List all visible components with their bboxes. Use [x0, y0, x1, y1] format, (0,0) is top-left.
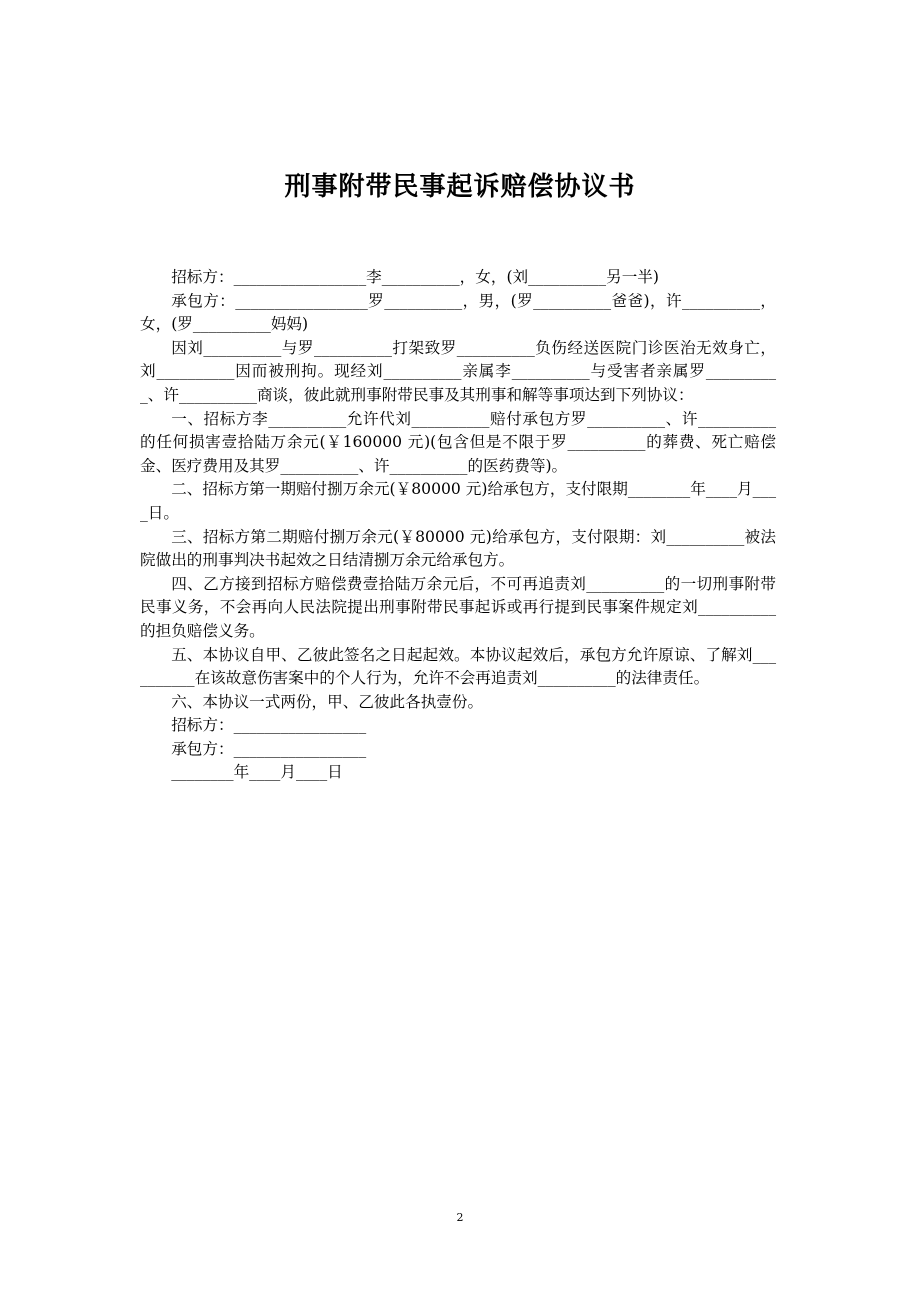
document-title: 刑事附带民事起诉赔偿协议书 [284, 172, 636, 202]
party-a-line: 招标方：_________________李__________，女，(刘__________另一半) [171, 268, 659, 286]
signature-date: ________年____月____日 [171, 763, 343, 782]
clause-5: 五、本协议自甲、乙彼此签名之日起起效。本协议起效后，承包方允许原谅、了解刘__________在该故意伤害案中的个人行为，允许不会再追责刘__________的法律责任。 [140, 645, 776, 688]
clause-3: 三、招标方第二期赔付捌万余元(￥80000 元)给承包方，支付限期：刘__________被法院做出的刑事判决书起效之日结清捌万余元给承包方。 [140, 527, 776, 570]
agreement-body [140, 266, 776, 785]
background-paragraph: 因刘__________与罗__________打架致罗__________负伤经送医院门诊医治无效身亡，刘__________因而被刑拘。现经刘__________亲属李__________与受害者亲属罗__________、许__________商谈，彼此就刑事附带民事及其刑事和解等事项达到下列协议： [140, 338, 776, 404]
signature-party-a: 招标方：_________________ [171, 716, 367, 735]
party-b-line: 承包方：_________________罗__________，男，(罗__________爸爸)，许__________，女，(罗__________妈妈) [140, 291, 776, 334]
clause-2: 二、招标方第一期赔付捌万余元(￥80000 元)给承包方，支付限期________年____月____日。 [140, 480, 776, 522]
signature-party-b: 承包方：_________________ [171, 739, 367, 758]
clause-4: 四、乙方接到招标方赔偿费壹拾陆万余元后，不可再追责刘__________的一切刑事附带民事义务，不会再向人民法院提出刑事附带民事起诉或再行提到民事案件规定刘__________的担负赔偿义务。 [140, 574, 776, 640]
clause-6: 六、本协议一式两份，甲、乙彼此各执壹份。 [171, 692, 484, 711]
page-number: 2 [456, 1211, 464, 1224]
clause-1: 一、招标方李__________允许代刘__________赔付承包方罗__________、许__________的任何损害壹拾陆万余元(￥160000 元)(包含但是不限于罗__________的葬费、死亡赔偿金、医疗费用及其罗__________、许__________的医药费等)。 [140, 409, 776, 475]
